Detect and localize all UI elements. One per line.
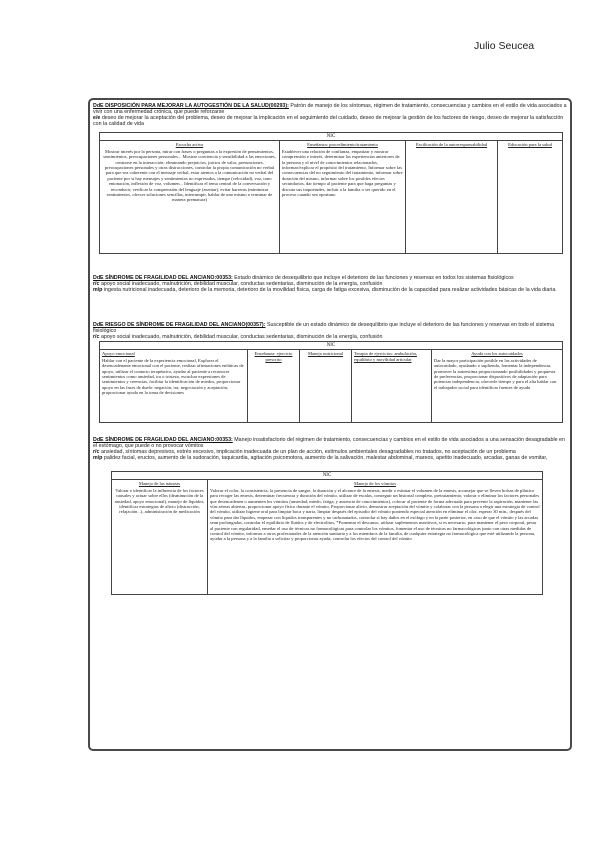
diagnosis-frailty-risk <box>93 322 567 423</box>
nic-col-exercise-therapy <box>352 350 432 422</box>
nic-col-title: Terapia de ejercicios: ambulación, equilibrio y movilidad articular <box>354 351 417 362</box>
nic-col-title: Manejo de las náuseas <box>138 481 181 487</box>
author-name: Julio Seucea <box>474 40 535 52</box>
nic-col-health-education <box>498 141 562 253</box>
diagnosis-3-related: apoyo social inadecuado, malnutrición, debilidad muscular, conductas sedentarias, disminución de la energía, confusión <box>99 334 383 341</box>
nic-col-body: Valorar el color, la consistencia, la presencia de sangre, la duración y el alcance de la emesis, medir o estimar el volumen de la emesis, aconsejar que se lleven bolsas de plástico para recoger las emesis, determinar frecuencia y duración del vómito, utilizar de escalas, conseguir un historial completo, pretratamiento, valorar o eliminar los factores personales que desencadenen o aumenten los vómitos (ansiedad, miedo, fatiga, y ausencia de conocimientos), colocar al paciente de forma adecuada para prevenir la aspiración, mantener las vías aéreas abiertas, proporcionar apoyo físico durante el vómito, Proporcionar alivio, demostrar aceptación del vómito y colaborar con la persona a elegir una estrategia de control del vómito, utilizar higiene oral para limpiar boca y nariz, limpiar después del episodio del vómito poniendo especial atención en eliminar el olor, esperar 30 min., después del vómito para dar líquidos, empezar con líquidos transparentes y no carbonatados, controlar si hay daños en el esófago y en la parte posterior, en caso de que el vómito y las arcadas sean prolongadas, controlar el equilibrio de fluidos y de electrolitos, *Fomentar el descanso, utilizar suplementos nutritivos, si es necesario, para mantener el peso corporal, pesar al paciente con regularidad, enseñar el uso de técnicas no farmacológicas para controlar los vómitos, fomentar el uso de técnicas no farmacológicas junto con otras medidas de control del vómito, informar a otros profesionales de la atención sanitaria y a los miembros de la familia, de cualquier estrategia no farmacológica que esté utilizando la persona, ayudar a la persona y a la familia a solicitar y proporcionar ayuda, controlar los efectos del control del vómito <box>210 487 540 542</box>
nic-col-body: Dar la mayor participación posible en las actividades de autocuidado, ayudando o supliendo, fomentar la independencia, promover la autoestima proporcionando posibilidades y propuesta de preferencias, proporcionar dispositivos de adaptación para potenciar independencia, ofrecerle tiempo y para el alta hablar con el trabajador social para identificar fuentes de ayuda <box>434 357 557 390</box>
diagnosis-nausea <box>93 437 567 595</box>
diagnosis-3-code: DdE RIESGO DE SÍNDROME DE FRAGILIDAD DEL ANCIANO(00357): <box>93 322 266 328</box>
nic-header: NIC <box>100 133 562 141</box>
nic-col-self-care-assistance <box>432 350 562 422</box>
diagnosis-1-characteristics: deseo de mejorar la aceptación del problema, deseo de mejorar la implicación en el seguimiento del cuidado, deseo de mejorar la gestión de los factores de riesgo, deseo de mejorar la satisfacción con la calidad de vida <box>93 115 564 128</box>
diagnosis-1-definition: Patrón de manejo de los síntomas, régimen de tratamiento, consecuencias y cambios en el estilo de vida asociados a vivir con una enfermedad crónica, que puede reforzarse <box>93 103 567 116</box>
nic-header: NIC <box>100 342 562 350</box>
nic-col-title: Escucha activa <box>175 142 204 148</box>
nic-col-title: Manejo de los vómitos <box>354 481 396 487</box>
nic-col-body: Establecer una relación de confianza, empatizar y mostrar comprensión e interés, determinar las experiencias anteriores de la persona y el nivel de conocimientos relacionados, informar/explicar el propósito del tratamiento, Informar sobre las consecuencias del no seguimiento del tratamiento, informar sobre duración del mismo, informar sobre los posibles efectos secundarios, dar tiempo al paciente para que haga preguntas y discuta sus inquietudes, incluir a la familia o ser querido en el proceso cuando sea oportuno <box>282 148 403 198</box>
diagnosis-1-text <box>93 103 567 127</box>
nic-col-nutrition <box>300 350 352 422</box>
diagnosis-frailty-syndrome <box>93 275 567 293</box>
diagnosis-4-manifested: palidez facial, eructos, aumento de la sudoración, taquicardia, agitación psicomotora, aumento de la salivación, malestar abdominal, mareos, apetito inadecuado, arcadas, ganas de vomitar, <box>102 455 548 462</box>
diagnosis-2-manifested: ingesta nutricional inadecuada, deterioro de la memoria, deterioro de la movilidad física, carga de fatiga excesiva, disminución de la capacidad para realizar actividades básicas de la vida diaria. <box>102 287 557 294</box>
diagnosis-3-label: r/c <box>93 334 100 341</box>
nic-col-body: Hablar con el paciente de la experiencia emocional, Explorar el desencadenante emocional con el paciente, realizar afirmaciones enfáticas de apoyo, utilizar el contacto terapéutico, ayudar al paciente a reconocer sentimientos como ansiedad, ira o tristeza, escuchar expresiones de sentimientos y creencias, facilitar la identificación de miedos, proporcionar apoyo en las fases de duelo: negación, ira, negociación y aceptación, proporcionar ayuda en la toma de decisiones <box>102 357 244 396</box>
diagnosis-2-related: apoyo social inadecuado, malnutrición, debilidad muscular, conductas sedentarias, disminución de la energía, confusión <box>99 281 383 288</box>
diagnosis-2-text <box>93 275 567 293</box>
diagnosis-4-label-mp: m/p <box>93 455 103 462</box>
diagnosis-2-code: DdE SÍNDROME DE FRAGILIDAD DEL ANCIANO:00353: <box>93 275 233 281</box>
diagnosis-2-definition: Estado dinámico de desequilibrio que incluye el deterioro de las funciones y reservas en todos los sistemas fisiológicos <box>232 275 514 281</box>
nic-col-nausea-management <box>112 480 208 594</box>
diagnosis-4-related: ansiedad, síntomas depresivos, estrés excesivo, implicación inadecuada de un plan de acción, estímulos ambientales desagradables no tratados, no aceptación de un problema <box>99 449 516 456</box>
diagnosis-2-label-mp: m/p <box>93 287 103 294</box>
nic-col-vomiting-management <box>208 480 542 594</box>
diagnosis-4-definition: Manejo insatisfactorio del régimen de tratamiento, consecuencias y cambios en el estilo de vida asociados a una sensación desagradable en el estómago, que puede o no provocar vómitos <box>93 437 565 450</box>
nic-header: NIC <box>112 472 542 480</box>
nic-col-title: Ayuda con los autocuidados <box>471 351 523 357</box>
diagnosis-1-label: e/e <box>93 115 101 122</box>
nic-table-1 <box>99 132 563 254</box>
diagnosis-1-code: DdE DISPOSICIÓN PARA MEJORAR LA AUTOGESTIÓN DE LA SALUD(00293): <box>93 103 289 109</box>
nic-col-exercise-teaching <box>248 350 300 422</box>
diagnosis-3-text <box>93 322 567 340</box>
diagnosis-self-management <box>93 103 567 254</box>
nic-col-title: Enseñanza: procedimiento/tratamiento <box>307 142 378 148</box>
diagnosis-4-code: DdE SÍNDROME DE FRAGILIDAD DEL ANCIANO:00353: <box>93 437 233 443</box>
diagnosis-2-label-rc: r/c <box>93 281 100 288</box>
care-plan-frame <box>88 98 572 751</box>
nic-col-title: Facilitación de la autorresponsabilidad <box>415 142 488 148</box>
diagnosis-4-label-rc: r/c <box>93 449 100 456</box>
nic-table-3 <box>99 341 563 423</box>
nic-col-emotional-support <box>100 350 248 422</box>
nic-col-body: Valorar e identificar la influencia de los factores causales y actuar sobre ellos (disminución de la ansiedad, apoyo emocional), manejo de líquidos, identificar estrategias de alivio (distracción, relajación...), administración de medicación <box>114 487 205 515</box>
nic-col-teaching-treatment <box>280 141 406 253</box>
nic-col-title: Enseñanza: ejercicio prescrito <box>254 351 293 362</box>
nic-col-title: Apoyo emocional <box>102 351 135 357</box>
diagnosis-3-definition: Susceptible de un estado dinámico de desequilibrio que incluye el deterioro de las funciones y reservas en todo el sistema fisiológico <box>93 322 555 335</box>
nic-col-body: Mostrar interés por la persona, mirar con frases o preguntas a la expresión de pensamientos, sentimientos, preocupaciones personales... Mostrar conciencia y sensibilidad a las emociones, centrarse en la interacción: eliminando prejuicios, juicios de valor, presunciones, preocupaciones personales y otras distracciones, controlar la propia comunicación no verbal para que sea coherente con el mensaje verbal, estar atentos a la comunicación no verbal del paciente por si hay mensajes y sentimientos no expresados, tiempo (velocidad), voz, tono entonación, inflexión de voz, volumen... Identificar el tema central de la conversación y reconducir, verificar la comprensión del lenguaje (asentar), evitar barreras (minimizar sentimientos, ofrecer soluciones sencillas, interrumpir, hablar de uno mismo o terminar de manera prematura) <box>103 148 276 203</box>
nic-col-active-listening <box>100 141 280 253</box>
nic-col-self-responsibility <box>406 141 498 253</box>
nic-table-4 <box>111 471 543 595</box>
diagnosis-4-text <box>93 437 567 461</box>
nic-col-title: Manejo nutricional <box>307 351 344 357</box>
nic-col-title: Educación para la salud <box>508 142 552 148</box>
